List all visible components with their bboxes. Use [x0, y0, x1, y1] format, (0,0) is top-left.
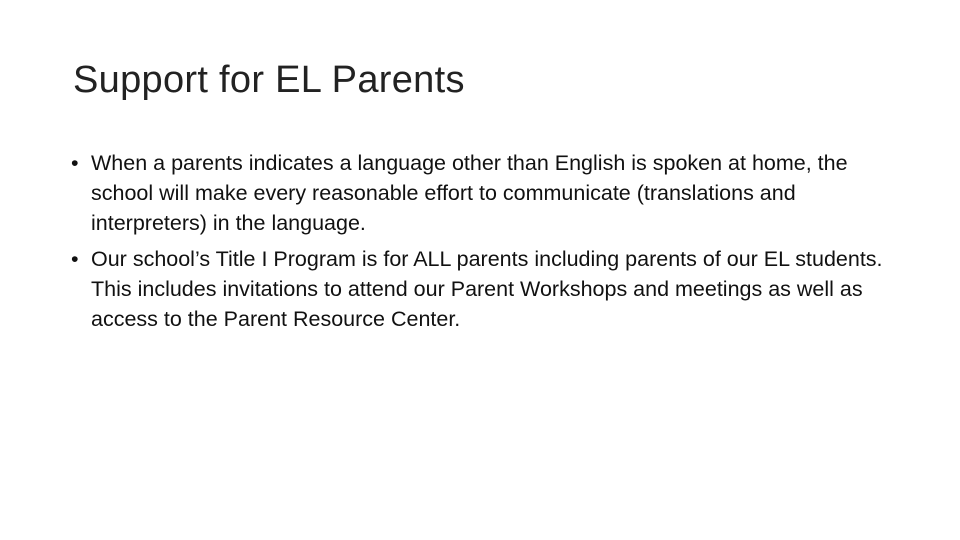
bullet-dot-icon: • — [71, 247, 79, 271]
bullet-dot-icon: • — [71, 151, 79, 175]
bullet-list — [71, 148, 901, 340]
bullet-text: Our school’s Title I Program is for ALL parents including parents of our EL students. This includes invitations to attend our Parent Workshops and meetings as well as access to the Parent Resource Center. — [91, 247, 883, 331]
bullet-item — [71, 148, 901, 238]
slide-title: Support for EL Parents — [73, 59, 465, 101]
bullet-item — [71, 244, 901, 334]
bullet-text: When a parents indicates a language other than English is spoken at home, the school will make every reasonable effort to communicate (translations and interpreters) in the language. — [91, 151, 848, 235]
